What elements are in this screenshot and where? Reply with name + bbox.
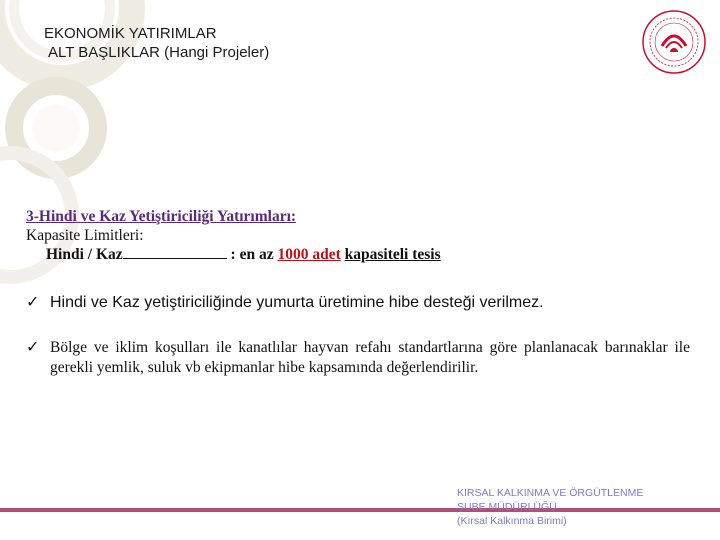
- limit-category: Hindi / Kaz: [46, 246, 123, 263]
- limit-colon: : en az: [230, 246, 274, 263]
- bullet-text-2: Bölge ve iklim koşulları ile kanatlılar hayvan refahı standartlarına göre planlanacak barınaklar ile gerekli yemlik, suluk vb ekipmanlar hibe kapsamında değerlendirilir.: [50, 339, 690, 376]
- check-mark-icon: ✓: [26, 339, 40, 356]
- footer-line-2: ŞUBE MÜDÜRLÜĞÜ: [457, 501, 557, 513]
- content-block: [26, 207, 696, 264]
- footer-unit: [457, 486, 717, 528]
- limit-value: 1000 adet: [277, 246, 341, 263]
- blank-underline: [123, 245, 227, 259]
- bullet-item-1: [26, 292, 690, 314]
- bullet-item-2: [26, 338, 690, 378]
- footer-line-3: (Kırsal Kalkınma Birimi): [457, 515, 567, 527]
- title-line-1: EKONOMİK YATIRIMLAR: [44, 25, 217, 42]
- capacity-label: Kapasite Limitleri:: [26, 227, 144, 244]
- limit-suffix: kapasiteli tesis: [344, 246, 441, 263]
- ministry-emblem-icon: [640, 8, 708, 76]
- section-heading: 3-Hindi ve Kaz Yetiştiriciliği Yatırımları:: [26, 208, 297, 225]
- check-mark-icon: ✓: [26, 294, 40, 311]
- footer-line-1: KIRSAL KALKINMA VE ÖRGÜTLENME: [457, 487, 644, 499]
- title-line-2: ALT BAŞLIKLAR (Hangi Projeler): [48, 44, 270, 61]
- slide-title: [44, 24, 269, 62]
- bullet-text-1: Hindi ve Kaz yetiştiriciliğinde yumurta üretimine hibe desteği verilmez.: [50, 294, 544, 311]
- limit-row: [26, 245, 696, 264]
